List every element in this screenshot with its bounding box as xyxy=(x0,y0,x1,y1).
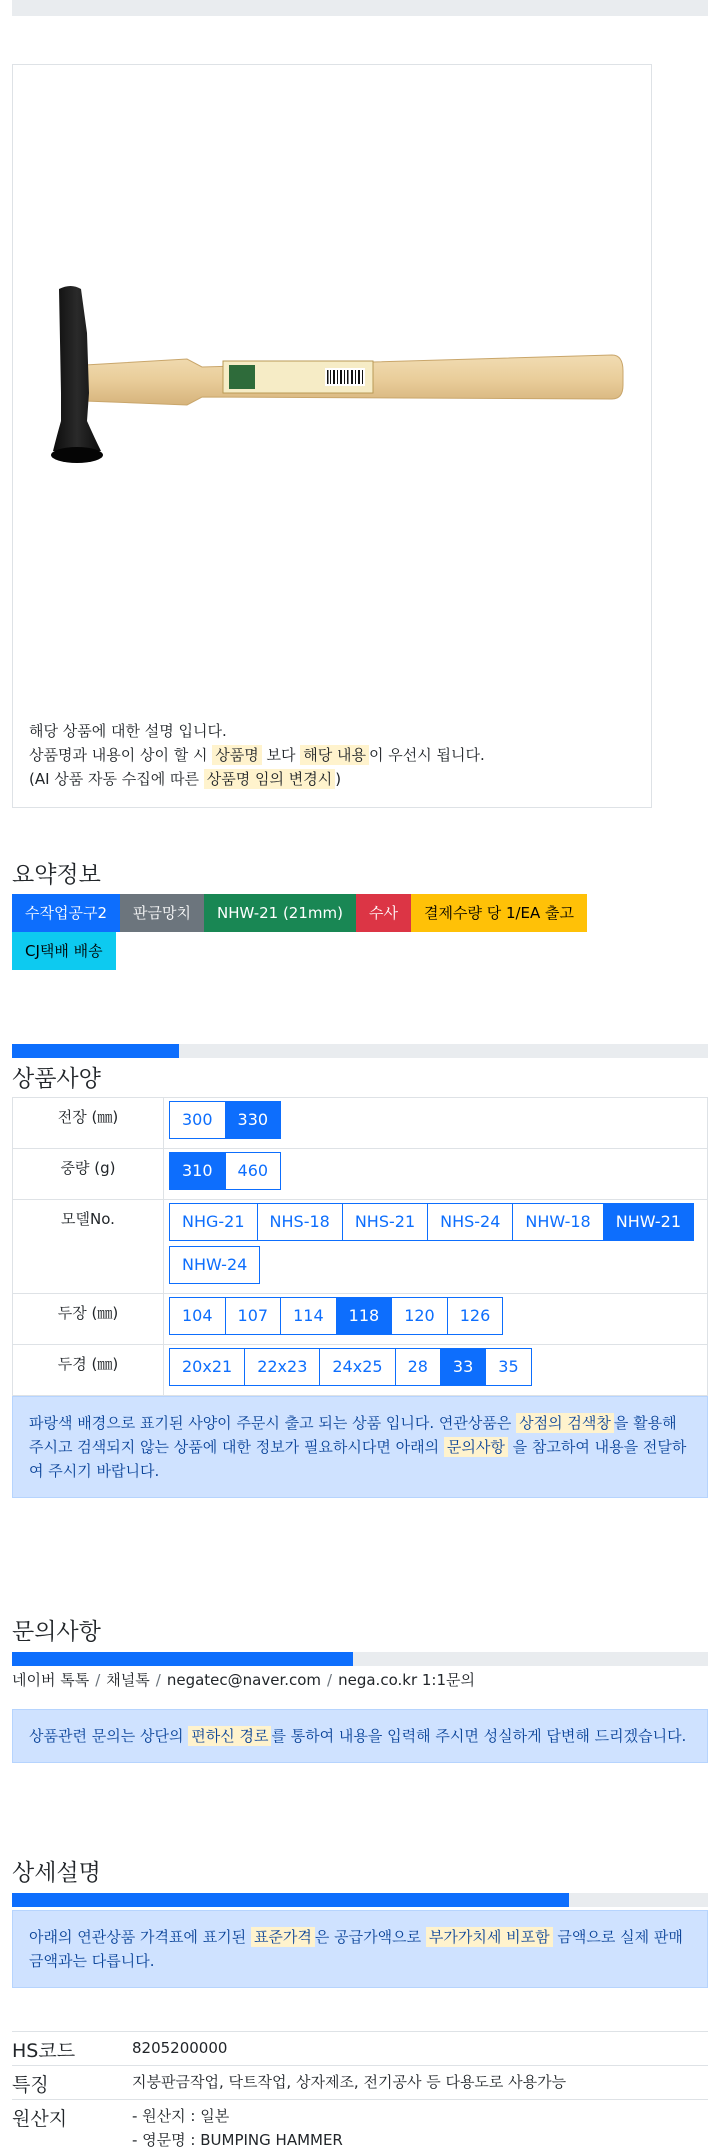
link-channel-talk[interactable]: 채널톡 xyxy=(106,1671,149,1689)
notice-line-1: 해당 상품에 대한 설명 입니다. xyxy=(29,719,485,743)
spec-label: 모델No. xyxy=(13,1200,164,1294)
spec-option-button[interactable]: 33 xyxy=(440,1348,486,1386)
spec-option-button[interactable]: 460 xyxy=(225,1152,282,1190)
notice-line-3: (AI 상품 자동 수집에 따른 상품명 임의 변경시 ) xyxy=(29,767,485,791)
spec-option-button[interactable]: 310 xyxy=(169,1152,226,1190)
spec-options xyxy=(169,1297,702,1340)
summary-badges xyxy=(12,894,632,970)
inquiry-progress-bar xyxy=(12,1652,353,1666)
spec-option-button[interactable]: 104 xyxy=(169,1297,226,1335)
detail-title: 상세설명 xyxy=(12,1854,101,1887)
highlight-content: 해당 내용 xyxy=(300,745,369,765)
spec-option-button[interactable]: NHW-24 xyxy=(169,1246,260,1284)
detail-progress-bar xyxy=(12,1893,569,1907)
contact-links: 네이버 톡톡 / 채널톡 / negatec@naver.com / nega.co.kr 1:1문의 xyxy=(12,1669,475,1690)
top-bar xyxy=(12,0,708,16)
spec-progress xyxy=(12,1044,708,1058)
spec-label: 전장 (㎜) xyxy=(13,1098,164,1149)
badge-type: 판금망치 xyxy=(120,894,204,932)
spec-option-button[interactable]: 118 xyxy=(336,1297,393,1335)
spec-option-button[interactable]: 20x21 xyxy=(169,1348,245,1386)
badge-category: 수작업공구2 xyxy=(12,894,120,932)
origin-value-english: - 영문명 : BUMPING HAMMER xyxy=(132,2128,708,2152)
inquiry-title: 문의사항 xyxy=(12,1613,101,1646)
spec-row xyxy=(13,1098,708,1149)
spec-option-button[interactable]: 114 xyxy=(280,1297,337,1335)
spec-title: 상품사양 xyxy=(12,1060,101,1093)
spec-row xyxy=(13,1294,708,1345)
feature-label: 특징 xyxy=(12,2066,132,2100)
hs-label: HS코드 xyxy=(12,2032,132,2066)
info-row-origin xyxy=(12,2100,708,2154)
spec-options xyxy=(169,1101,702,1144)
highlight-product-name: 상품명 xyxy=(212,745,261,765)
origin-value-country: - 원산지 : 일본 xyxy=(132,2104,708,2128)
spec-option-button[interactable]: NHW-18 xyxy=(512,1203,603,1241)
badge-quantity: 결제수량 당 1/EA 출고 xyxy=(411,894,587,932)
highlight-standard-price: 표준가격 xyxy=(251,1927,315,1947)
spec-option-button[interactable]: 107 xyxy=(225,1297,282,1335)
spec-row xyxy=(13,1149,708,1200)
spec-options xyxy=(169,1203,702,1289)
spec-option-button[interactable]: 22x23 xyxy=(244,1348,320,1386)
badge-brand: 수사 xyxy=(356,894,411,932)
link-naver-talk[interactable]: 네이버 톡톡 xyxy=(12,1671,89,1689)
info-row-hs xyxy=(12,2032,708,2066)
spec-option-button[interactable]: NHS-21 xyxy=(342,1203,428,1241)
spec-progress-bar xyxy=(12,1044,179,1058)
notice-line-2: 상품명과 내용이 상이 할 시 상품명 보다 해당 내용 이 우선시 됩니다. xyxy=(29,743,485,767)
summary-title: 요약정보 xyxy=(12,856,101,889)
inquiry-notice: 상품관련 문의는 상단의 편하신 경로 를 통하여 내용을 입력해 주시면 성실하게 답변해 드리겠습니다. xyxy=(12,1709,708,1763)
spec-option-button[interactable]: 126 xyxy=(447,1297,504,1335)
spec-option-button[interactable]: 120 xyxy=(391,1297,448,1335)
detail-notice: 아래의 연관상품 가격표에 표기된 표준가격 은 공급가액으로 부가가치세 비포함 금액으로 실제 판매금액과는 다릅니다. xyxy=(12,1910,708,1988)
detail-progress xyxy=(12,1893,708,1907)
highlight-convenient-route: 편하신 경로 xyxy=(188,1726,271,1746)
origin-label: 원산지 xyxy=(12,2100,132,2154)
spec-option-button[interactable]: NHS-18 xyxy=(257,1203,343,1241)
info-table xyxy=(12,2031,708,2154)
feature-value: 지붕판금작업, 닥트작업, 상자제조, 전기공사 등 다용도로 사용가능 xyxy=(132,2066,708,2100)
spec-option-button[interactable]: 330 xyxy=(225,1101,282,1139)
highlight-rename: 상품명 임의 변경시 xyxy=(204,769,335,789)
spec-label: 중량 (g) xyxy=(13,1149,164,1200)
spec-options xyxy=(169,1348,702,1391)
spec-label: 두장 (㎜) xyxy=(13,1294,164,1345)
spec-label: 두경 (㎜) xyxy=(13,1345,164,1396)
product-notice xyxy=(29,719,485,791)
highlight-inquiry: 문의사항 xyxy=(444,1437,508,1457)
spec-option-button[interactable]: 300 xyxy=(169,1101,226,1139)
spec-option-button[interactable]: NHS-24 xyxy=(427,1203,513,1241)
spec-options xyxy=(169,1152,702,1195)
hs-value: 8205200000 xyxy=(132,2032,708,2066)
badge-shipping: CJ택배 배송 xyxy=(12,932,116,970)
product-image-box xyxy=(12,64,652,808)
spec-option-button[interactable]: 35 xyxy=(485,1348,531,1386)
spec-option-button[interactable]: NHG-21 xyxy=(169,1203,258,1241)
highlight-search-box: 상점의 검색창 xyxy=(516,1413,614,1433)
spec-option-button[interactable]: 24x25 xyxy=(319,1348,395,1386)
inquiry-progress xyxy=(12,1652,708,1666)
spec-option-button[interactable]: 28 xyxy=(395,1348,441,1386)
spec-row xyxy=(13,1200,708,1294)
spec-option-button[interactable]: NHW-21 xyxy=(603,1203,694,1241)
info-row-feature xyxy=(12,2066,708,2100)
spec-notice: 파랑색 배경으로 표기된 사양이 주문시 출고 되는 상품 입니다. 연관상품은 상점의 검색창 을 활용해 주시고 검색되지 않는 상품에 대한 정보가 필요하시다면 아래의 문의사항 을 참고하여 내용을 전달하여 주시기 바랍니다. xyxy=(12,1396,708,1498)
spec-table xyxy=(12,1097,708,1396)
badge-model: NHW-21 (21mm) xyxy=(204,894,356,932)
spec-row xyxy=(13,1345,708,1396)
link-email[interactable]: negatec@naver.com xyxy=(167,1671,321,1689)
link-site-inquiry[interactable]: nega.co.kr 1:1문의 xyxy=(338,1671,475,1689)
hammer-image xyxy=(37,273,637,513)
highlight-vat-excluded: 부가가치세 비포함 xyxy=(426,1927,553,1947)
